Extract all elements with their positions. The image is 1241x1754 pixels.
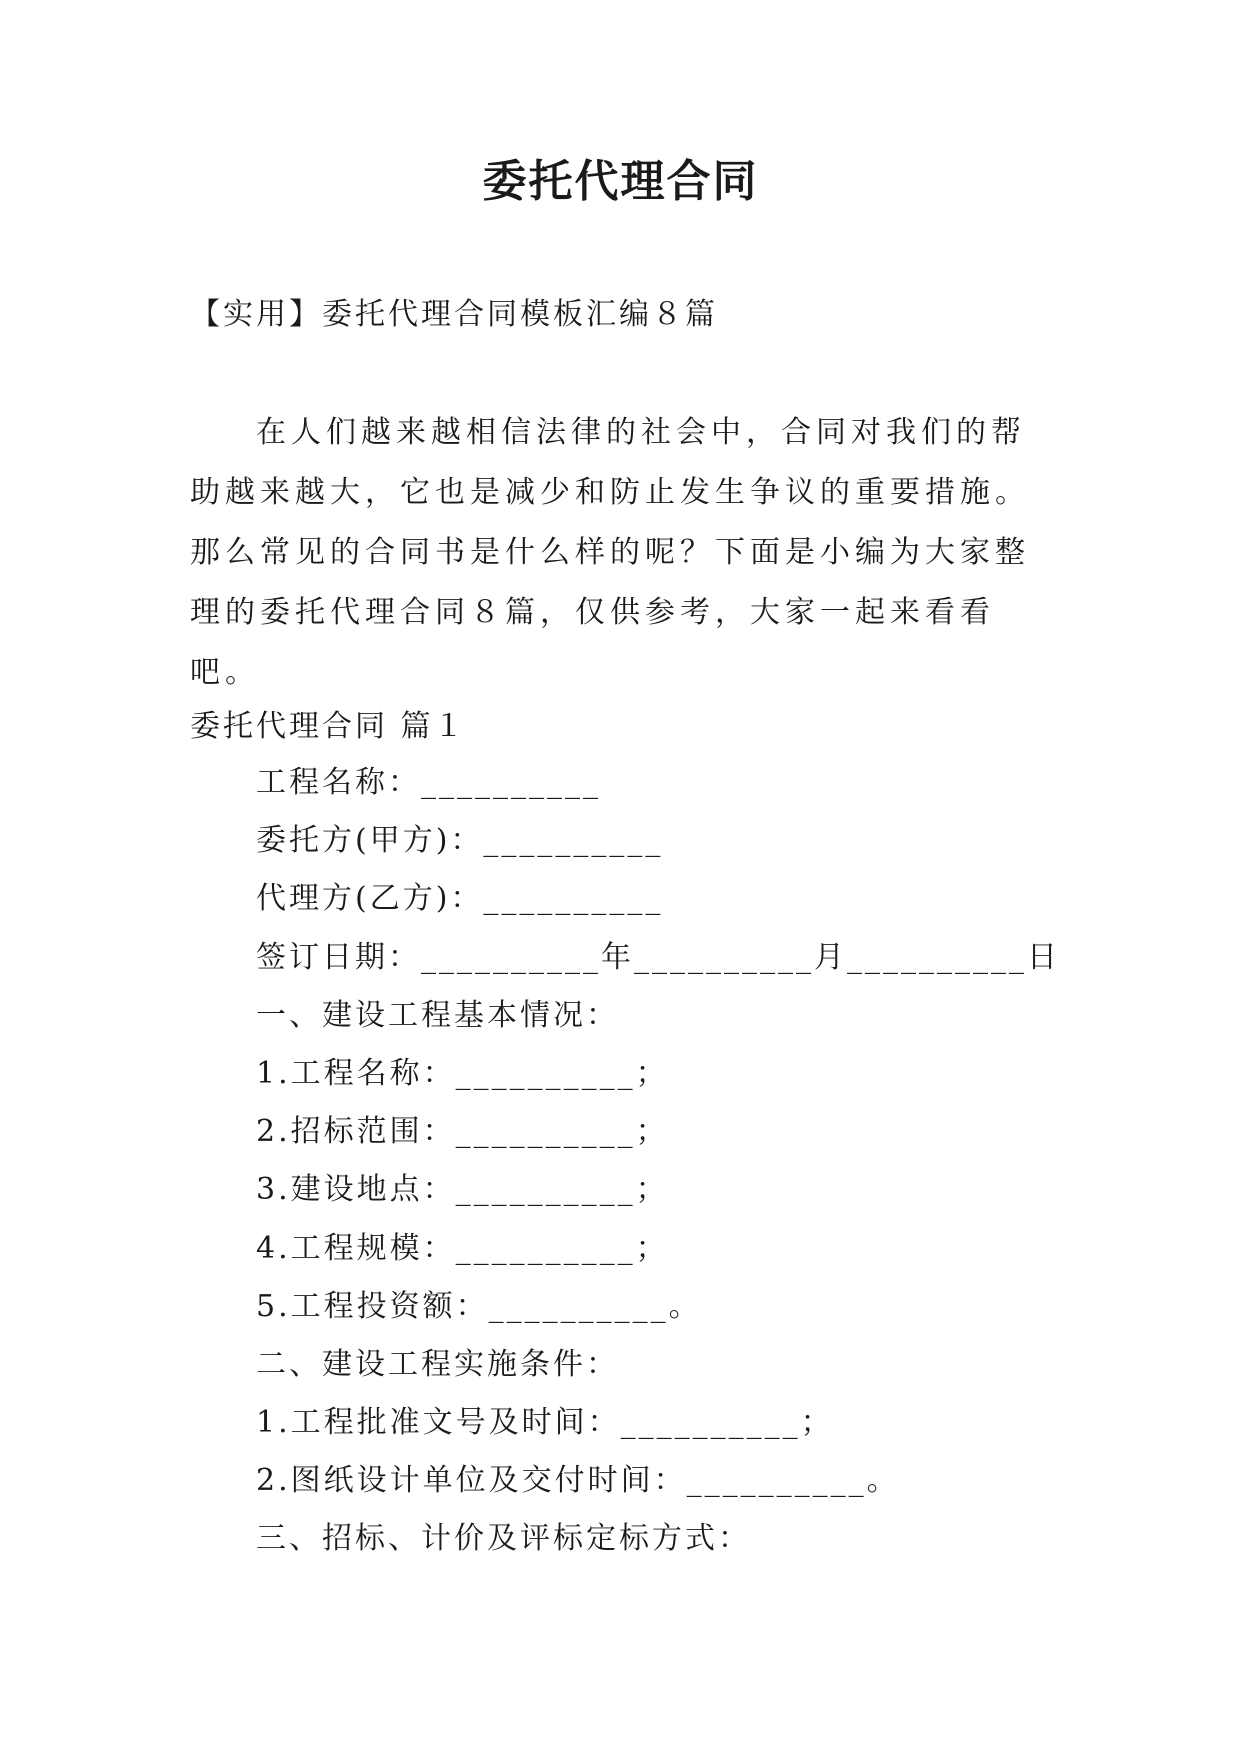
heading-bidding-method: 三、招标、计价及评标定标方式： xyxy=(256,1521,751,1557)
contract-lines xyxy=(256,754,1156,1569)
line-principal: 委托方(甲方)：__________ xyxy=(256,823,664,859)
item-location: 3.建设地点：__________； xyxy=(256,1172,669,1208)
section-heading: 委托代理合同 篇１ xyxy=(190,709,467,744)
item-project-name: 1.工程名称：__________； xyxy=(256,1055,669,1091)
line-project-name: 工程名称：__________ xyxy=(256,765,601,800)
document-subtitle: 【实用】委托代理合同模板汇编８篇 xyxy=(190,297,718,332)
heading-conditions: 二、建设工程实施条件： xyxy=(256,1346,619,1382)
item-drawings: 2.图纸设计单位及交付时间：__________。 xyxy=(256,1463,900,1499)
item-scale: 4.工程规模：__________； xyxy=(256,1230,669,1266)
item-bid-scope: 2.招标范围：__________； xyxy=(256,1114,669,1150)
heading-basic-info: 一、建设工程基本情况： xyxy=(256,997,619,1033)
item-investment: 5.工程投资额：__________。 xyxy=(256,1288,702,1324)
line-agent: 代理方(乙方)：__________ xyxy=(256,881,664,917)
document-title: 委托代理合同 xyxy=(482,156,759,207)
item-approval: 1.工程批准文号及时间：__________； xyxy=(256,1405,834,1441)
intro-paragraph: 在人们越来越相信法律的社会中，合同对我们的帮助越来越大，它也是减少和防止发生争议的重要措施。那么常见的合同书是什么样的呢？下面是小编为大家整理的委托代理合同８篇，仅供参考，大家一起来看看吧。 xyxy=(190,415,1030,690)
line-signing-date: 签订日期：__________年__________月__________日 xyxy=(256,939,1060,975)
